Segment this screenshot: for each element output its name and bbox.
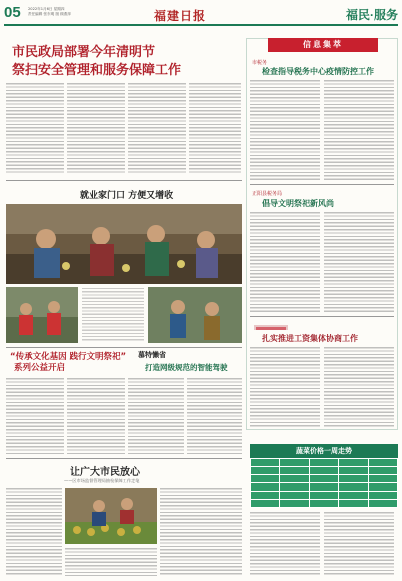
page-header	[4, 4, 398, 26]
section-title: 福民·服务	[346, 8, 398, 22]
info-banner: 信息集萃	[268, 38, 378, 52]
table-notes-col2	[324, 512, 394, 576]
info-item3-col2	[324, 347, 394, 427]
header-date: 2022年1月6日 星期四	[28, 7, 65, 11]
main-article-col4	[189, 83, 241, 175]
price-table-title: 蔬菜价格一周走势	[250, 444, 398, 458]
table-notes-col1	[250, 512, 320, 576]
main-article-col1	[6, 83, 64, 175]
info-item3-badge	[254, 320, 288, 330]
info-item3-title: 扎实推进工资集体协商工作	[262, 334, 358, 343]
middle-article-col1	[128, 378, 184, 454]
divider	[250, 316, 394, 317]
divider	[6, 347, 242, 348]
photo-feature-title: 就业家门口 方便又增收	[80, 191, 174, 201]
photo-workers	[148, 287, 242, 343]
page-number: 05	[4, 4, 21, 21]
photo-market	[65, 488, 157, 544]
left-article-col2	[67, 378, 125, 454]
info-item1-col2	[324, 80, 394, 180]
photo-workshop	[6, 204, 242, 284]
bottom-article-subtitle: ——区市场监督管理局抽检保障工作走笔	[64, 478, 140, 483]
price-table	[250, 458, 398, 508]
main-headline-line1: 市民政局部署今年清明节	[12, 45, 156, 60]
photo-volunteers	[6, 287, 78, 343]
bottom-article-col2	[65, 548, 157, 576]
left-article-col1	[6, 378, 64, 454]
info-item2-tag: 正阳县税务局	[252, 191, 283, 197]
photo-caption	[82, 288, 144, 342]
info-item2-col1	[250, 212, 320, 312]
left-article-title-line1: “传承文化基因 践行文明祭祀”	[10, 352, 127, 362]
bottom-article-title-line1: 让广大市民放心	[70, 467, 140, 478]
main-article-col2	[67, 83, 125, 175]
header-meta	[28, 7, 108, 17]
header-editors: 责任编辑 张东明 版 顾燕萍	[28, 12, 71, 16]
middle-article-title-line2: 打造网级规范的智能驾驶	[145, 363, 228, 372]
info-item1-col1	[250, 80, 320, 180]
newspaper-logo: 福建日报	[154, 9, 207, 23]
main-article-col3	[128, 83, 186, 175]
left-article-title-line2: 系列公益开启	[14, 363, 66, 373]
info-item1-tag: 市税务	[252, 60, 268, 66]
divider	[6, 458, 242, 459]
middle-article-title-line1: 慕特懒省	[138, 351, 166, 359]
bottom-article-col1	[6, 488, 62, 576]
info-item2-title: 倡导文明祭祀新风尚	[262, 199, 334, 208]
main-headline-line2: 祭扫安全管理和服务保障工作	[12, 63, 182, 78]
divider	[6, 180, 242, 181]
divider	[250, 184, 394, 185]
info-item1-title: 检查指导税务中心疫情防控工作	[262, 67, 374, 76]
info-item3-col1	[250, 347, 320, 427]
middle-article-col2	[187, 378, 242, 454]
bottom-article-col3	[160, 488, 242, 576]
info-item2-col2	[324, 212, 394, 312]
